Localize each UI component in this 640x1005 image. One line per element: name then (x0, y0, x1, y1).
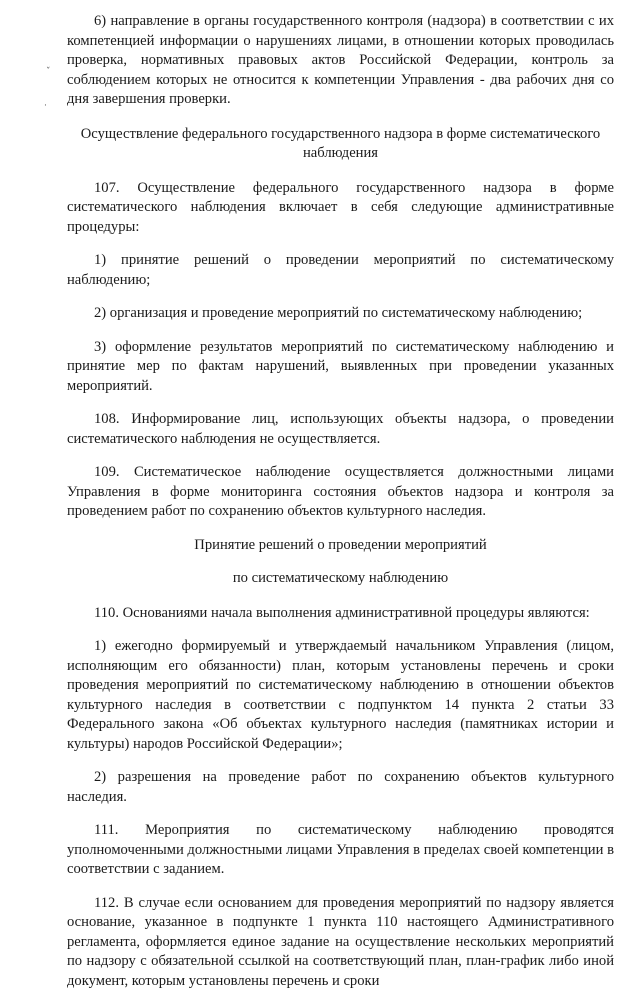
paragraph: 6) направление в органы государственного контроля (надзора) в соответствии с их компетенцией информации о нарушениях лицами, в отношении которых проводилась проверка, нормативных правовых актов Российской Федерации, контроль за соблюдением которых не относится к компетенции Управления - два рабочих дня со дня завершения проверки. (67, 13, 614, 107)
section-heading: Осуществление федерального государственного надзора в форме систематического наблюдения (80, 125, 601, 161)
section-heading: по систематическому наблюдению (232, 570, 449, 586)
section-heading: Принятие решений о проведении мероприятий (194, 536, 487, 553)
paragraph: 110. Основаниями начала выполнения административной процедуры являются: (94, 604, 590, 621)
paragraph: 1) принятие решений о проведении мероприятий по систематическому наблюдению; (67, 252, 614, 288)
paragraph: 2) разрешения на проведение работ по сохранению объектов культурного наследия. (67, 769, 614, 805)
paragraph: 111. Мероприятия по систематическому наблюдению проводятся уполномоченными должностными лицами Управления в пределах своей компетенции в соответствии с заданием. (67, 822, 614, 877)
paragraph: 3) оформление результатов мероприятий по систематическому наблюдению и принятие мер по фактам нарушений, выявленных при проведении указанных мероприятий. (67, 338, 614, 394)
document-body (67, 12, 614, 1005)
paragraph: 109. Систематическое наблюдение осуществляется должностными лицами Управления в форме мониторинга состояния объектов надзора и контроля за проведением работ по сохранению объектов культурного наследия. (67, 464, 614, 519)
paragraph: 108. Информирование лиц, использующих объекты надзора, о проведении систематического наблюдения не осуществляется. (67, 411, 614, 447)
paragraph: 112. В случае если основанием для проведения мероприятий по надзору является основание, указанное в подпункте 1 пункта 110 настоящего Административного регламента, оформляется единое задание на осуществление нескольких мероприятий по надзору с обязательной ссылкой на соответствующий план, план-график либо иной документ, которым установлены перечень и сроки (67, 894, 614, 989)
paragraph: 1) ежегодно формируемый и утверждаемый начальником Управления (лицом, исполняющим его обязанности) план, которым установлены перечень и сроки проведения мероприятий по систематическому наблюдению в отношении объектов культурного наследия в соответствии с подпунктом 14 пункта 2 статьи 33 Федерального закона «Об объектах культурного наследия (памятниках истории и культуры) народов Российской Федерации»; (67, 638, 614, 752)
paragraph: 107. Осуществление федерального государственного надзора в форме систематического наблюдения включает в себя следующие административные процедуры: (67, 179, 614, 235)
scan-mark: · (44, 101, 47, 111)
paragraph: 2) организация и проведение мероприятий по систематическому наблюдению; (94, 305, 583, 321)
scan-mark: ˇ (46, 67, 51, 77)
